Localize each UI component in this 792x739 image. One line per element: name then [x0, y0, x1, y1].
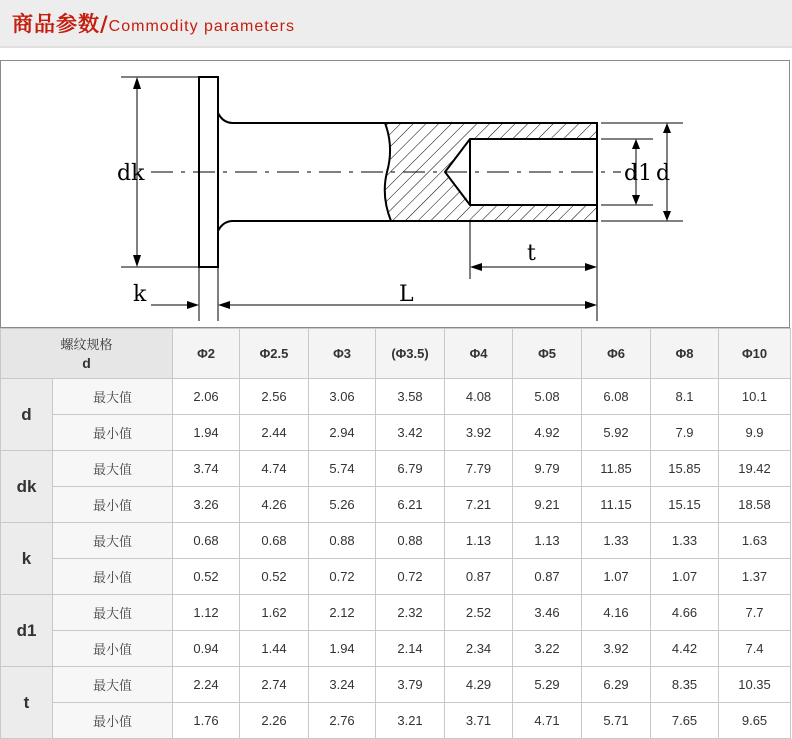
value-cell: 2.44	[240, 415, 309, 451]
value-cell: 3.74	[173, 451, 240, 487]
section-title-cn: 商品参数/	[12, 12, 109, 36]
value-cell: 7.4	[719, 631, 791, 667]
value-cell: 7.21	[445, 487, 513, 523]
corner-cell	[1, 329, 173, 379]
value-cell: 7.7	[719, 595, 791, 631]
value-cell: 6.29	[582, 667, 651, 703]
table-row	[1, 667, 791, 703]
value-cell: 4.74	[240, 451, 309, 487]
row-label: 最大值	[53, 451, 173, 487]
value-cell: 1.07	[582, 559, 651, 595]
value-cell: 7.65	[651, 703, 719, 739]
value-cell: 3.71	[445, 703, 513, 739]
value-cell: 1.33	[582, 523, 651, 559]
row-label: 最小值	[53, 487, 173, 523]
value-cell: 2.32	[376, 595, 445, 631]
column-header: Φ5	[513, 329, 582, 379]
rivet-drawing	[1, 61, 791, 329]
parameter-name: k	[1, 523, 53, 595]
section-title-en: Commodity parameters	[108, 18, 295, 35]
value-cell: 3.42	[376, 415, 445, 451]
value-cell: 5.92	[582, 415, 651, 451]
table-row	[1, 523, 791, 559]
table-row	[1, 487, 791, 523]
value-cell: 0.68	[173, 523, 240, 559]
section-header	[0, 0, 792, 48]
corner-label: 螺纹规格	[60, 336, 113, 352]
column-header: Φ10	[719, 329, 791, 379]
column-header: Φ8	[651, 329, 719, 379]
value-cell: 4.29	[445, 667, 513, 703]
value-cell: 1.44	[240, 631, 309, 667]
value-cell: 1.76	[173, 703, 240, 739]
value-cell: 3.92	[445, 415, 513, 451]
column-header: Φ2.5	[240, 329, 309, 379]
column-header: (Φ3.5)	[376, 329, 445, 379]
hatched-wall-top	[470, 123, 597, 139]
table-row	[1, 559, 791, 595]
value-cell: 11.85	[582, 451, 651, 487]
value-cell: 8.35	[651, 667, 719, 703]
hatched-wall-bottom	[470, 205, 597, 221]
value-cell: 1.13	[445, 523, 513, 559]
parameter-name: d1	[1, 595, 53, 667]
column-header: Φ6	[582, 329, 651, 379]
value-cell: 3.06	[309, 379, 376, 415]
value-cell: 3.79	[376, 667, 445, 703]
value-cell: 7.79	[445, 451, 513, 487]
value-cell: 0.72	[376, 559, 445, 595]
value-cell: 3.58	[376, 379, 445, 415]
value-cell: 2.76	[309, 703, 376, 739]
value-cell: 2.56	[240, 379, 309, 415]
row-label: 最小值	[53, 559, 173, 595]
table-row	[1, 379, 791, 415]
parameter-name: t	[1, 667, 53, 739]
value-cell: 0.94	[173, 631, 240, 667]
value-cell: 3.92	[582, 631, 651, 667]
value-cell: 0.88	[309, 523, 376, 559]
value-cell: 5.08	[513, 379, 582, 415]
value-cell: 2.06	[173, 379, 240, 415]
value-cell: 4.71	[513, 703, 582, 739]
value-cell: 1.63	[719, 523, 791, 559]
value-cell: 6.21	[376, 487, 445, 523]
value-cell: 2.24	[173, 667, 240, 703]
label-t: t	[527, 241, 536, 266]
value-cell: 2.52	[445, 595, 513, 631]
value-cell: 10.1	[719, 379, 791, 415]
table-row	[1, 415, 791, 451]
table-row	[1, 595, 791, 631]
value-cell: 0.52	[240, 559, 309, 595]
value-cell: 2.34	[445, 631, 513, 667]
value-cell: 4.92	[513, 415, 582, 451]
label-k: k	[133, 282, 147, 307]
corner-sub-label: d	[82, 354, 91, 371]
value-cell: 0.88	[376, 523, 445, 559]
table-body	[1, 379, 791, 739]
row-label: 最小值	[53, 631, 173, 667]
value-cell: 15.85	[651, 451, 719, 487]
parameter-name: d	[1, 379, 53, 451]
value-cell: 0.68	[240, 523, 309, 559]
value-cell: 1.62	[240, 595, 309, 631]
value-cell: 6.08	[582, 379, 651, 415]
value-cell: 2.12	[309, 595, 376, 631]
value-cell: 4.26	[240, 487, 309, 523]
value-cell: 9.65	[719, 703, 791, 739]
row-label: 最大值	[53, 379, 173, 415]
value-cell: 5.71	[582, 703, 651, 739]
value-cell: 1.37	[719, 559, 791, 595]
value-cell: 3.24	[309, 667, 376, 703]
label-dk: dk	[117, 161, 145, 186]
label-L: L	[399, 282, 414, 307]
value-cell: 15.15	[651, 487, 719, 523]
value-cell: 0.87	[513, 559, 582, 595]
value-cell: 0.87	[445, 559, 513, 595]
section-title	[12, 8, 295, 38]
value-cell: 3.46	[513, 595, 582, 631]
column-header: Φ3	[309, 329, 376, 379]
row-label: 最大值	[53, 523, 173, 559]
table-row	[1, 703, 791, 739]
value-cell: 4.66	[651, 595, 719, 631]
value-cell: 4.16	[582, 595, 651, 631]
value-cell: 9.9	[719, 415, 791, 451]
value-cell: 9.21	[513, 487, 582, 523]
value-cell: 5.29	[513, 667, 582, 703]
row-label: 最小值	[53, 703, 173, 739]
column-header: Φ4	[445, 329, 513, 379]
table-header-row	[1, 329, 791, 379]
row-label: 最小值	[53, 415, 173, 451]
label-d: d	[656, 161, 671, 186]
value-cell: 2.14	[376, 631, 445, 667]
value-cell: 19.42	[719, 451, 791, 487]
parameter-name: dk	[1, 451, 53, 523]
label-d1: d1	[624, 161, 653, 186]
value-cell: 0.52	[173, 559, 240, 595]
value-cell: 7.9	[651, 415, 719, 451]
value-cell: 8.1	[651, 379, 719, 415]
value-cell: 2.94	[309, 415, 376, 451]
row-label: 最大值	[53, 595, 173, 631]
value-cell: 2.26	[240, 703, 309, 739]
value-cell: 0.72	[309, 559, 376, 595]
value-cell: 2.74	[240, 667, 309, 703]
value-cell: 1.94	[309, 631, 376, 667]
value-cell: 5.74	[309, 451, 376, 487]
value-cell: 1.07	[651, 559, 719, 595]
table-row	[1, 631, 791, 667]
value-cell: 9.79	[513, 451, 582, 487]
value-cell: 3.21	[376, 703, 445, 739]
value-cell: 10.35	[719, 667, 791, 703]
table-row	[1, 451, 791, 487]
value-cell: 4.08	[445, 379, 513, 415]
value-cell: 11.15	[582, 487, 651, 523]
value-cell: 5.26	[309, 487, 376, 523]
value-cell: 1.13	[513, 523, 582, 559]
value-cell: 6.79	[376, 451, 445, 487]
spec-table	[0, 328, 791, 739]
value-cell: 18.58	[719, 487, 791, 523]
value-cell: 1.12	[173, 595, 240, 631]
value-cell: 1.94	[173, 415, 240, 451]
value-cell: 1.33	[651, 523, 719, 559]
column-header: Φ2	[173, 329, 240, 379]
row-label: 最大值	[53, 667, 173, 703]
value-cell: 4.42	[651, 631, 719, 667]
value-cell: 3.26	[173, 487, 240, 523]
rivet-diagram	[0, 60, 790, 328]
value-cell: 3.22	[513, 631, 582, 667]
